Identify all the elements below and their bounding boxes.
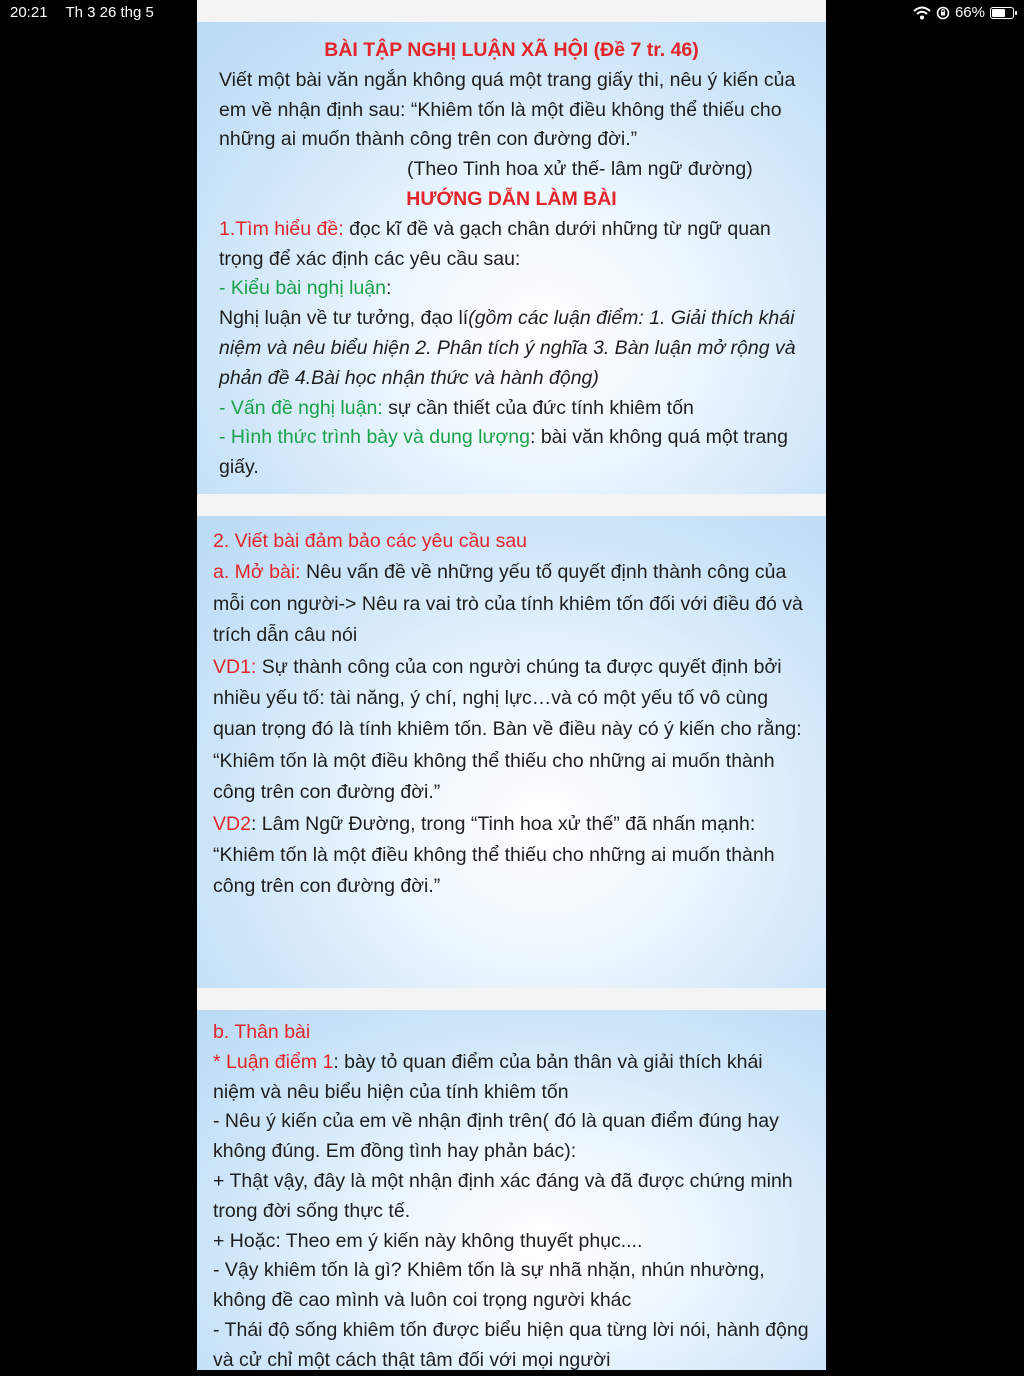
battery-fill — [992, 9, 1005, 17]
slide1-source: (Theo Tinh hoa xử thế- lâm ngữ đường) — [407, 158, 753, 181]
slide-exercise — [197, 22, 826, 494]
form-text: : bài văn không quá một trang giấy. — [219, 426, 788, 479]
point1-text: : bày tỏ quan điểm của bản thân và giải thích khái niệm và nêu biểu hiện của tính khiêm tốn — [213, 1050, 763, 1103]
status-time: 20:21 — [10, 4, 48, 21]
body-line: - Thái độ sống khiêm tốn được biểu hiện qua từng lời nói, hành động và cử chỉ một cách thật tâm đối với mọi người — [213, 1318, 809, 1371]
slide2-heading: 2. Viết bài đảm bảo các yêu cầu sau — [213, 530, 528, 552]
step1-paragraph — [219, 215, 804, 275]
form-paragraph — [219, 423, 804, 483]
step1-text: đọc kĩ đề và gạch chân dưới những từ ngữ quan trọng để xác định các yêu cầu sau: — [219, 217, 771, 270]
slide-writing-requirements — [197, 516, 826, 988]
orientation-lock-icon — [936, 6, 950, 20]
step1-label: 1.Tìm hiểu đề: — [219, 217, 344, 240]
type-paragraph — [219, 274, 804, 304]
vd1-paragraph — [213, 652, 810, 809]
vd2-text: : Lâm Ngữ Đường, trong “Tinh hoa xử thế” đã nhấn mạnh: “Khiêm tốn là một điều không thể thiếu cho những ai muốn thành công trên con đường đời.” — [213, 812, 775, 898]
intro-label: a. Mở bài: — [213, 561, 301, 584]
point1-paragraph — [213, 1048, 810, 1108]
wifi-icon — [913, 6, 931, 20]
type-label: - Kiểu bài nghị luận — [219, 277, 386, 300]
vd1-label: VD1: — [213, 655, 257, 678]
body-line: - Vậy khiêm tốn là gì? Khiêm tốn là sự nhã nhặn, nhún nhường, không đề cao mình và luôn coi trọng người khác — [213, 1259, 765, 1312]
type-text: Nghị luận về tư tưởng, đạo lí — [219, 307, 469, 330]
body-line: + Thật vậy, đây là một nhận định xác đáng và đã được chứng minh trong đời sống thực tế. — [213, 1169, 793, 1222]
vd2-label: VD2 — [213, 812, 251, 835]
issue-label: - Vấn đề nghị luận: — [219, 396, 383, 419]
issue-text: sự cần thiết của đức tính khiêm tốn — [382, 396, 694, 419]
vd1-text: Sự thành công của con người chúng ta được quyết định bởi nhiều yếu tố: tài năng, ý chí, nghị lực…và có một yếu tố vô cùng quan trọng đó là tính khiêm tốn. Bàn về điều này có ý kiến cho rằng: “Khiêm tốn là một điều không thể thiếu cho những ai muốn thành công trên con đường đời.” — [213, 655, 802, 804]
slide-body — [197, 1010, 826, 1370]
form-label: - Hình thức trình bày và dung lượng — [219, 426, 530, 449]
body-line: + Hoặc: Theo em ý kiến này không thuyết phục.... — [213, 1229, 643, 1252]
slide3-heading: b. Thân bài — [213, 1021, 311, 1043]
body-line: - Nêu ý kiến của em về nhận định trên( đó là quan điểm đúng hay không đúng. Em đồng tình hay phản bác): — [213, 1110, 779, 1163]
vd2-paragraph — [213, 809, 810, 903]
battery-icon — [990, 7, 1014, 19]
intro-paragraph — [213, 557, 810, 651]
battery-percent: 66% — [954, 4, 985, 21]
intro-text: Nêu vấn đề về những yếu tố quyết định thành công của mỗi con người-> Nêu ra vai trò của tính khiêm tốn đối với điều đó và trích dẫn câu nói — [213, 561, 803, 647]
slide1-prompt: Viết một bài văn ngắn không quá một trang giấy thi, nêu ý kiến của em về nhận định sau: “Khiêm tốn là một điều không thể thiếu cho những ai muốn thành công trên con đường đời.” — [219, 68, 796, 151]
type-colon: : — [385, 277, 392, 300]
issue-paragraph — [219, 394, 804, 424]
guide-heading: HƯỚNG DẪN LÀM BÀI — [406, 187, 617, 210]
status-date: Th 3 26 thg 5 — [65, 4, 154, 21]
type-detail-paragraph — [219, 304, 804, 393]
slide1-title: BÀI TẬP NGHỊ LUẬN XÃ HỘI (Đề 7 tr. 46) — [324, 39, 699, 61]
type-detail: (gồm các luận điểm: 1. Giải thích khái niệm và nêu biểu hiện 2. Phân tích ý nghĩa 3. Bàn luận mở rộng và phản đề 4.Bài học nhận thức và hành động) — [219, 307, 796, 389]
point1-label: * Luận điểm 1 — [213, 1050, 334, 1073]
